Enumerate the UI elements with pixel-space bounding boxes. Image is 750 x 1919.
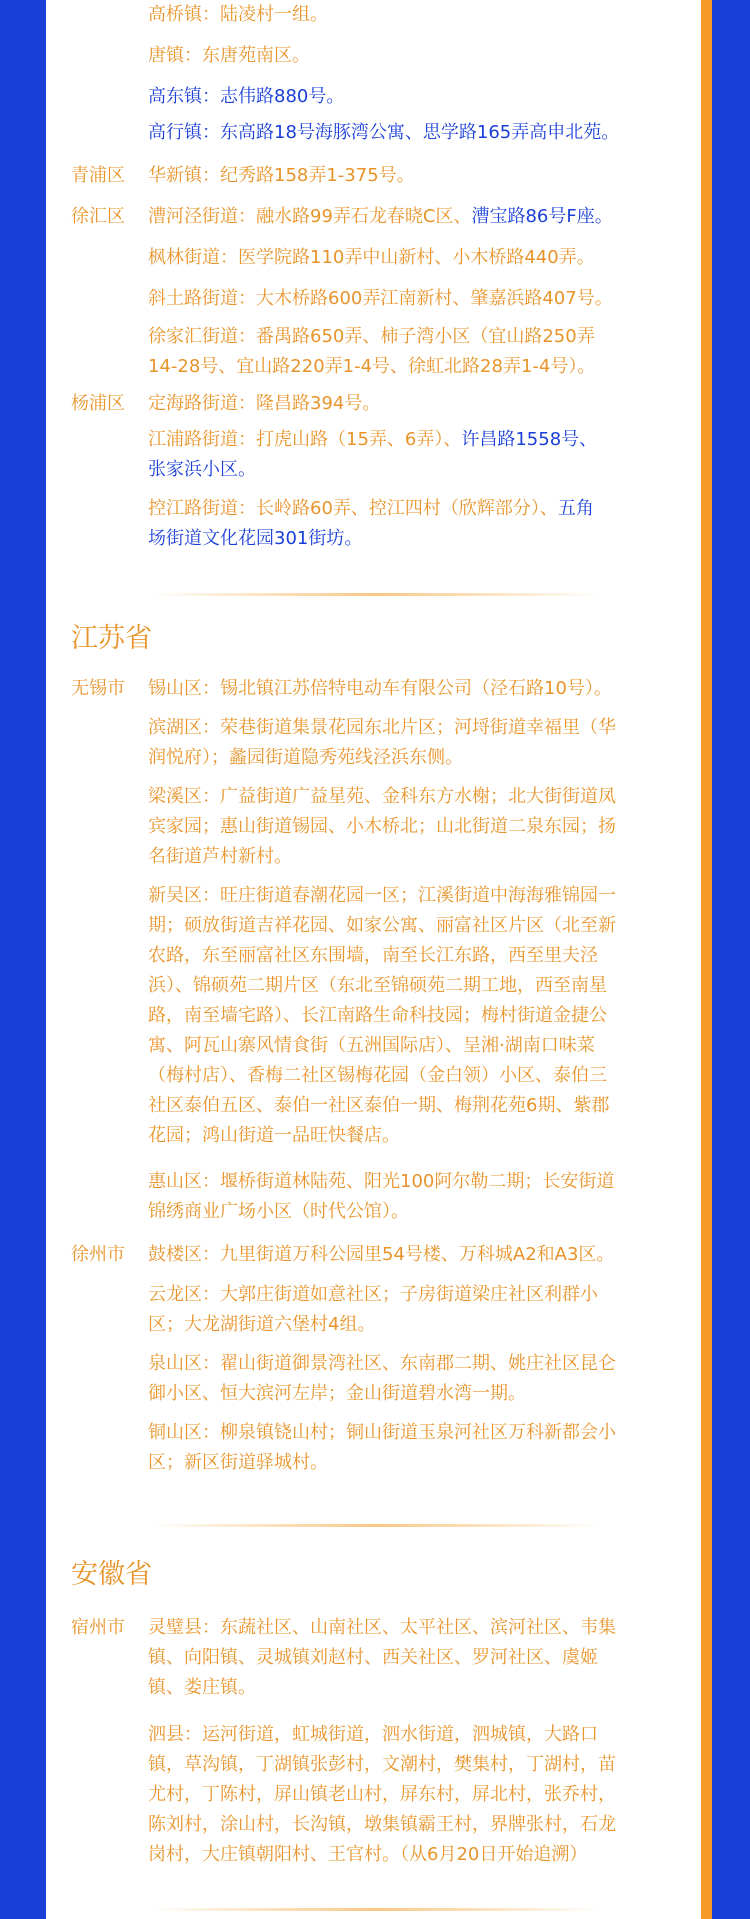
list-item: 泉山区：翟山街道御景湾社区、东南郡二期、姚庄社区昆仑 [148,1353,616,1374]
list-item: 御小区、恒大滨河左岸；金山街道碧水湾一期。 [148,1383,526,1404]
list-item: 镇、向阳镇、灵城镇刘赵村、西关社区、罗河社区、虞姬 [148,1647,598,1668]
city-label: 徐州市 [71,1244,125,1265]
list-item: 场街道文化花园301街坊。 [148,528,363,549]
list-item: 寓、阿瓦山寨风情食街（五洲国际店）、呈湘·湖南口味菜 [148,1035,595,1056]
city-label: 无锡市 [71,678,125,699]
list-item: 高行镇：东高路18号海豚湾公寓、思学路165弄高申北苑。 [148,122,620,143]
list-item: 农路，东至丽富社区东围墙，南至长江东路，西至里夫泾 [148,945,598,966]
list-item: 陈刘村，涂山村，长沟镇，墩集镇霸王村，界牌张村，石龙 [148,1814,616,1835]
notice-card [46,0,701,1919]
list-item: 镇，草沟镇，丁湖镇张彭村，文潮村，樊集村，丁湖村，苗 [148,1754,616,1775]
list-item: 宾家园；惠山街道锡园、小木桥北；山北街道二泉东园；扬 [148,816,616,837]
list-item: 社区泰伯五区、泰伯一社区泰伯一期、梅荆花苑6期、紫郡 [148,1095,610,1116]
district-label: 青浦区 [71,165,125,186]
list-item: 铜山区：柳泉镇铙山村；铜山街道玉泉河社区万科新都会小 [148,1422,616,1443]
list-item [148,202,678,232]
entry-text-highlight: 漕宝路86号F座。 [471,206,613,227]
list-item: 唐镇：东唐苑南区。 [148,45,310,66]
section-divider [146,1908,606,1911]
list-item: 名街道芦村新村。 [148,846,292,867]
list-item: 润悦府）；蠡园街道隐秀苑线泾浜东侧。 [148,747,463,768]
entry-text-highlight: 许昌路1558号、 [461,429,598,450]
list-item: 尤村，丁陈村，屏山镇老山村，屏东村，屏北村，张乔村， [148,1784,616,1805]
list-item: 云龙区：大郭庄街道如意社区；子房街道梁庄社区利群小 [148,1284,598,1305]
list-item: 滨湖区：荣巷街道集景花园东北片区；河埒街道幸福里（华 [148,717,616,738]
list-item: 期；硕放街道吉祥花园、如家公寓、丽富社区片区（北至新 [148,915,616,936]
section-divider [146,1524,606,1527]
list-item: 斜土路街道：大木桥路600弄江南新村、肇嘉浜路407号。 [148,288,613,309]
list-item: 高桥镇：陆凌村一组。 [148,4,328,25]
section-divider [146,593,606,596]
list-item: 惠山区：堰桥街道林陆苑、阳光100阿尔勒二期；长安街道 [148,1171,615,1192]
list-item: 路，南至墙宅路）、长江南路生命科技园；梅村街道金捷公 [148,1005,607,1026]
left-blue-border [0,0,46,1919]
entry-text-highlight: 五角 [557,498,594,519]
list-item [148,425,678,455]
list-item: 枫林街道：医学院路110弄中山新村、小木桥路440弄。 [148,247,595,268]
list-item: 定海路街道：隆昌路394号。 [148,393,381,414]
list-item: （梅村店）、香梅二社区锡梅花园（金白领）小区、泰伯三 [148,1065,607,1086]
city-label: 宿州市 [71,1617,125,1638]
list-item: 区；大龙湖街道六堡村4组。 [148,1314,376,1335]
list-item: 鼓楼区：九里街道万科公园里54号楼、万科城A2和A3区。 [148,1244,615,1265]
list-item: 泗县：运河街道，虹城街道，泗水街道，泗城镇，大路口 [148,1724,598,1745]
list-item: 梁溪区：广益街道广益星苑、金科东方水榭；北大街街道凤 [148,786,616,807]
right-blue-border [712,0,750,1919]
district-label: 徐汇区 [71,206,125,227]
right-orange-stripe [701,0,712,1919]
list-item: 14-28号、宜山路220弄1-4号、徐虹北路28弄1-4号）。 [148,356,596,377]
list-item: 浜）、锦硕苑二期片区（东北至锦硕苑二期工地，西至南星 [148,975,607,996]
entry-text: 控江路街道：长岭路60弄、控江四村（欣辉部分）、 [148,498,558,519]
list-item: 徐家汇街道：番禺路650弄、柿子湾小区（宜山路250弄 [148,326,595,347]
list-item: 区；新区街道驿城村。 [148,1452,328,1473]
list-item [148,494,678,524]
entry-text: 江浦路街道：打虎山路（15弄、6弄）、 [148,429,462,450]
list-item: 花园；鸿山街道一品旺快餐店。 [148,1125,400,1146]
entry-text: 漕河泾街道：融水路99弄石龙春晓C区、 [148,206,472,227]
list-item: 新吴区：旺庄街道春潮花园一区；江溪街道中海海雅锦园一 [148,885,616,906]
province-heading: 安徽省 [71,1559,152,1590]
list-item: 张家浜小区。 [148,459,256,480]
list-item: 镇、娄庄镇。 [148,1677,256,1698]
list-item: 高东镇：志伟路880号。 [148,86,345,107]
list-item: 岗村，大庄镇朝阳村、王官村。（从6月20日开始追溯） [148,1844,588,1865]
list-item: 锦绣商业广场小区（时代公馆）。 [148,1201,409,1222]
province-heading: 江苏省 [71,623,152,654]
list-item: 灵璧县：东蔬社区、山南社区、太平社区、滨河社区、韦集 [148,1617,616,1638]
list-item: 华新镇：纪秀路158弄1-375号。 [148,165,415,186]
district-label: 杨浦区 [71,393,125,414]
list-item: 锡山区：锡北镇江苏倍特电动车有限公司（泾石路10号）。 [148,678,612,699]
